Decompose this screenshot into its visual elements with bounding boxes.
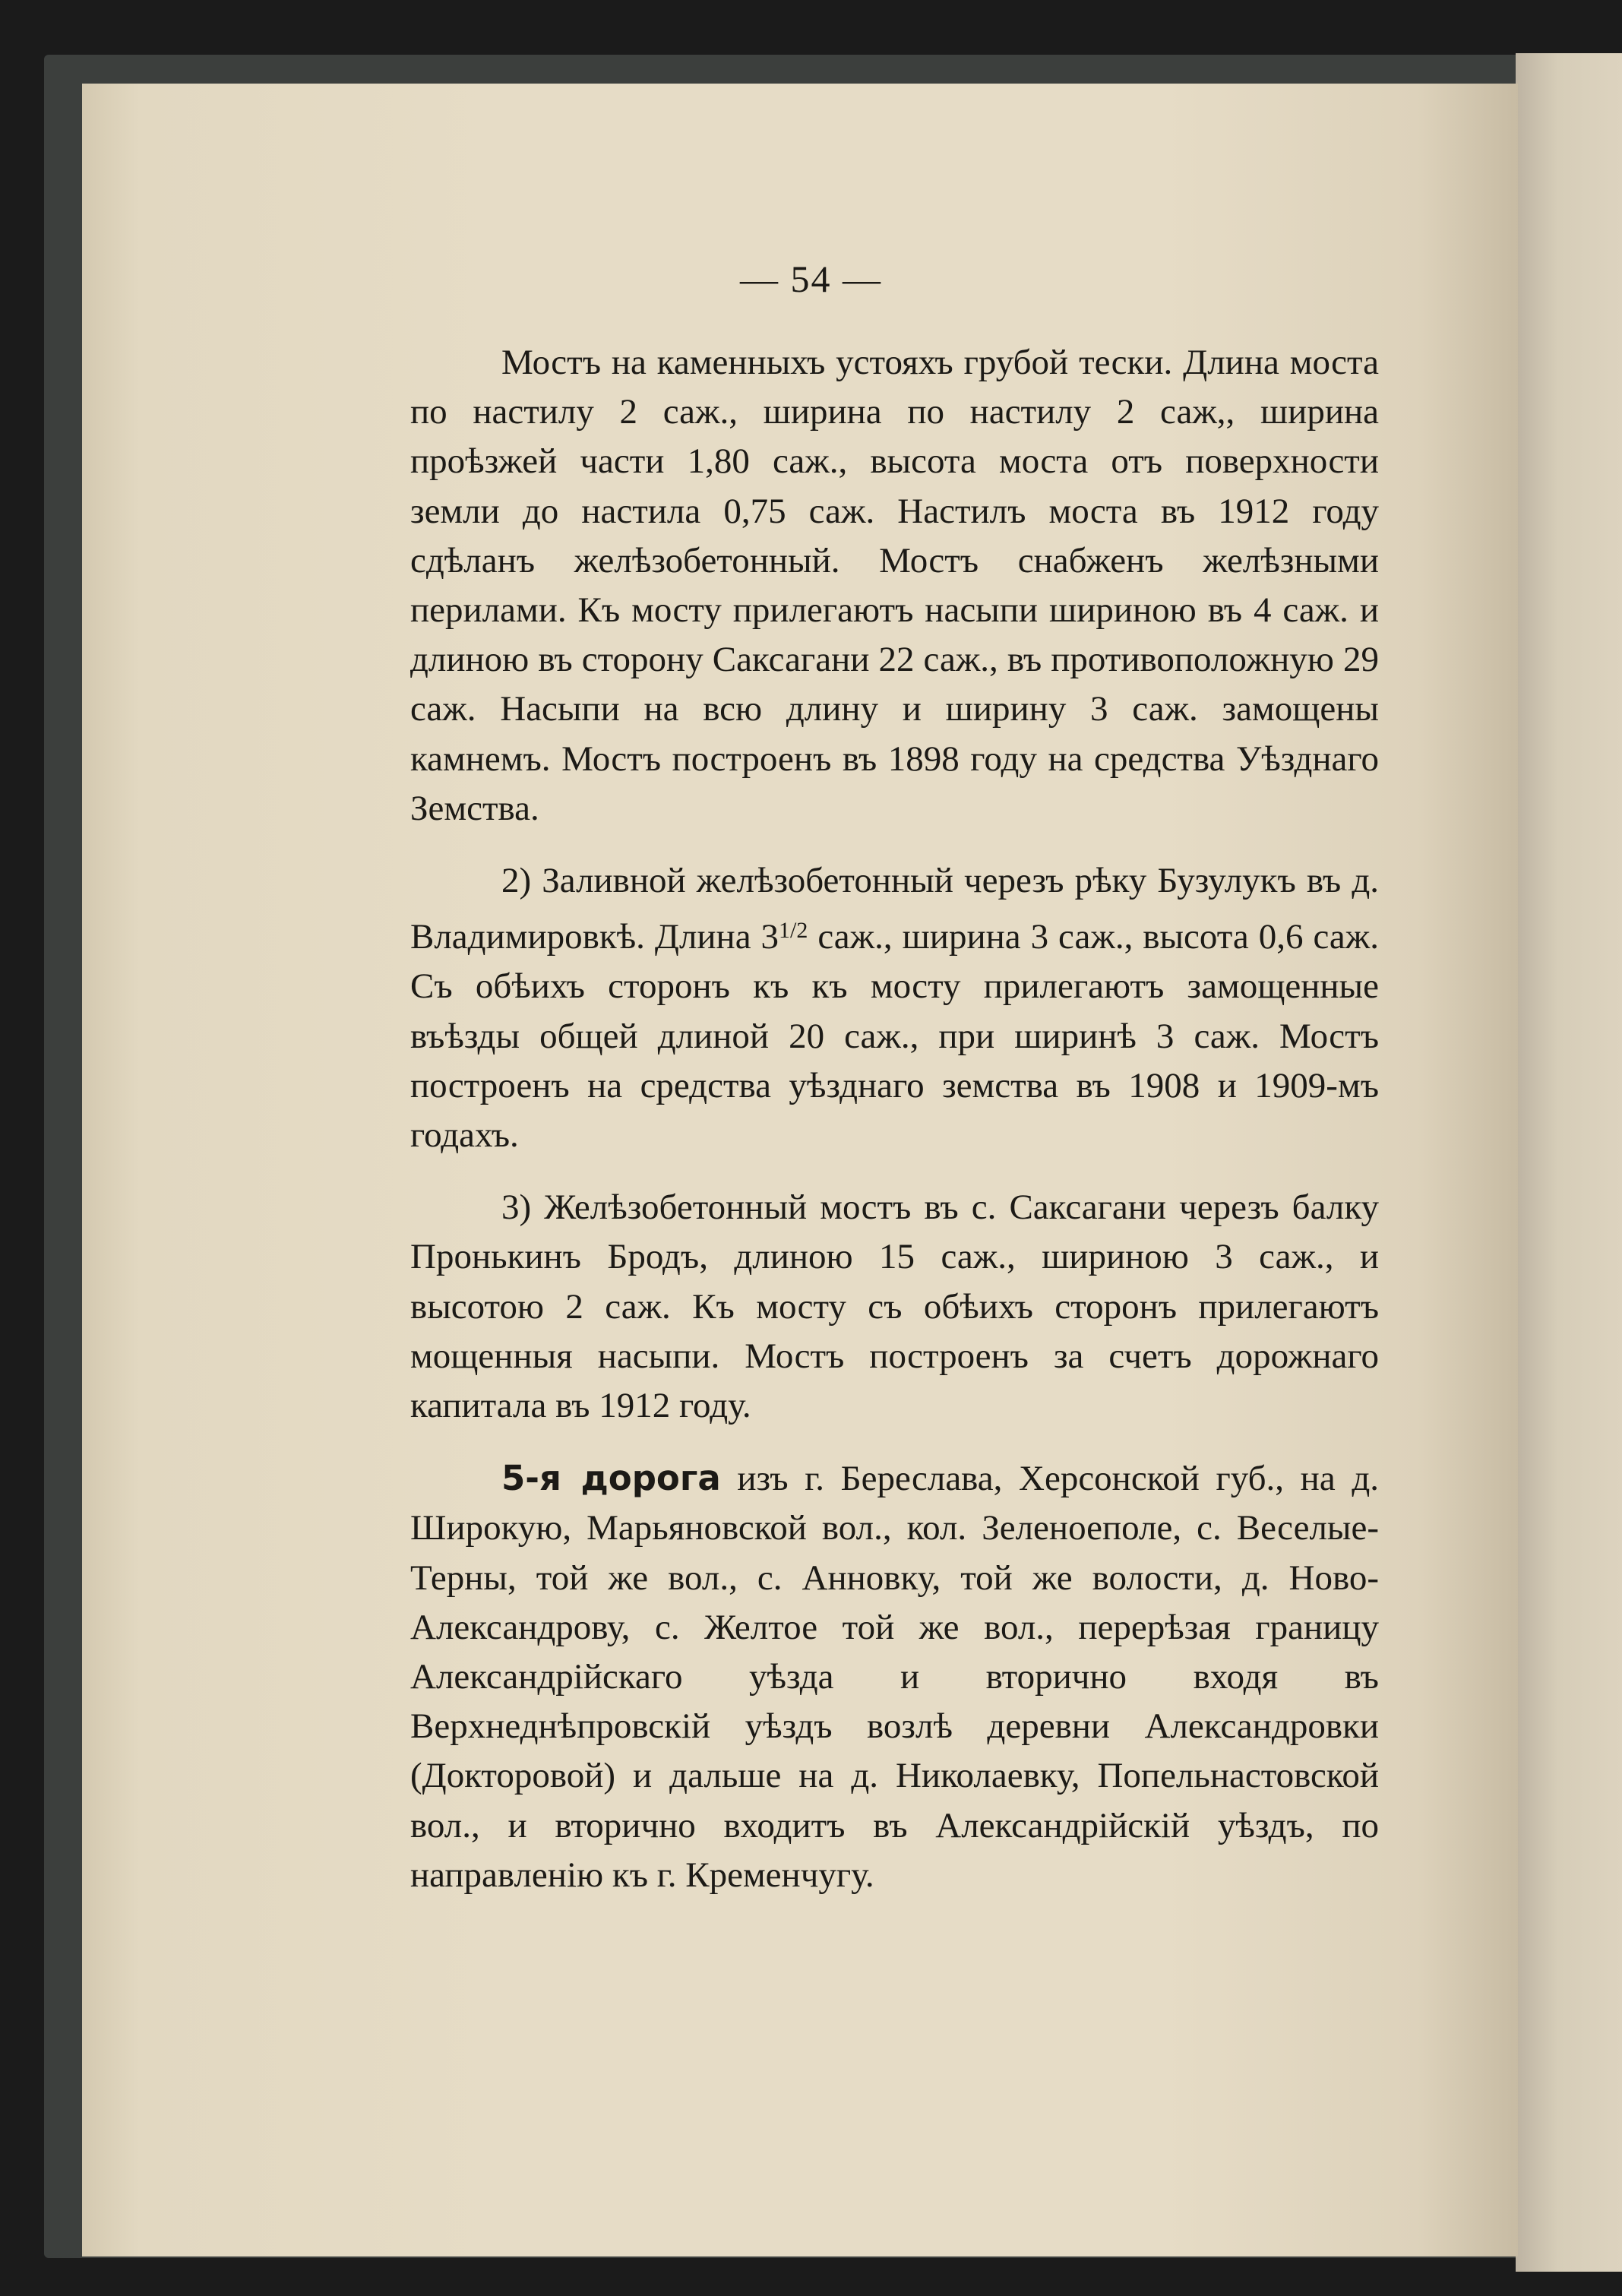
paragraph-bridge-2: [410, 856, 1379, 1160]
paragraph-bridge-description: Мостъ на каменныхъ устояхъ грубой тески. Длина моста по настилу 2 саж., ширина по настилу 2 саж,, ширина проѣзжей части 1,80 саж., высота моста отъ поверхности земли до настила 0,75 саж. Настилъ моста въ 1912 году сдѣланъ желѣзобетонный. Мостъ снабженъ желѣзными перилами. Къ мосту прилегаютъ насыпи шириною въ 4 саж. и длиною въ сторону Саксагани 22 саж., въ противоположную 29 саж. Насыпи на всю длину и ширину 3 саж. замощены камнемъ. Мостъ построенъ въ 1898 году на средства Уѣзднаго Земства.: [410, 343, 1379, 828]
next-page-edge: [1516, 53, 1622, 2272]
paragraph-bridge-2-start: 2) Заливной желѣзобетонный черезъ рѣку Бузулукъ въ д. Владимировкѣ. Длина 3: [410, 861, 1379, 957]
paragraph-road-5: [410, 1453, 1379, 1900]
fraction-half: 1/2: [779, 918, 808, 944]
paragraph-bridge-3: 3) Желѣзобетонный мостъ въ с. Саксагани черезъ балку Пронькинъ Бродъ, длиною 15 саж., шириною 3 саж., и высотою 2 саж. Къ мосту съ обѣихъ сторонъ прилегаютъ мощенныя насыпи. Мостъ построенъ за счетъ дорожнаго капитала въ 1912 году.: [410, 1188, 1379, 1426]
paragraph-bridge-2-end: саж., ширина 3 саж., высота 0,6 саж. Съ обѣихъ сторонъ къ къ мосту прилегаютъ замощенные въѣзды общей длиной 20 саж., при ширинѣ 3 саж. Мостъ построенъ на средства уѣзднаго земства въ 1908 и 1909-мъ годахъ.: [410, 917, 1379, 1156]
road-5-title: 5-я дорога: [501, 1458, 721, 1499]
road-5-description: изъ г. Береслава, Херсонской губ., на д. Широкую, Марьяновской вол., кол. Зеленоеполе, с. Веселые-Терны, той же вол., с. Анновку, той же волости, д. Ново-Александрову, с. Желтое той же вол., перерѣзая границу Александрійскаго уѣзда и вторично входя въ Верхнеднѣпровскій уѣздъ возлѣ деревни Александровки (Докторовой) и дальше на д. Николаевку, Попельнастовской вол., и вторично входитъ въ Александрійскій уѣздъ, по направленію къ г. Кременчугу.: [410, 1459, 1379, 1895]
page-text: [410, 338, 1379, 1900]
page-number: — 54 —: [740, 258, 882, 300]
